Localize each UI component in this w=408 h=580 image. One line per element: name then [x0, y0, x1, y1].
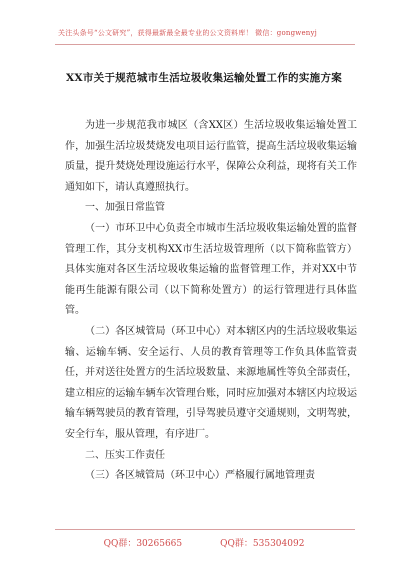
footer: [0, 536, 408, 549]
section-1-paragraph-1: （一）市环卫中心负责全市城市生活垃圾收集运输处置的监督管理工作，其分支机构XX市生活垃圾管理所（以下简称监管方）具体实施对各区生活垃圾收集运输的监督管理工作，并对XX中节能再生能源有限公司（以下简称处置方）的运行管理进行具体监管。: [65, 222, 357, 317]
footer-qq-group-1: QQ群：30265665: [103, 539, 183, 549]
section-heading-1: 一、加强日常监管: [85, 202, 165, 214]
intro-paragraph: 为进一步规范我市城区（含XX区）生活垃圾收集运输处置工作，加强生活垃圾焚烧发电项目运行监管，提高生活垃圾收集运输质量，提升焚烧处理设施运行水平，保障公众利益，现将有关工作通知如下，请认真遵照执行。: [65, 120, 357, 193]
section-2-paragraph-1: （三）各区城管局（环卫中心）严格履行属地管理责: [85, 470, 315, 482]
footer-qq-group-2: QQ群：535304092: [220, 539, 305, 549]
section-heading-2: 二、压实工作责任: [85, 449, 165, 461]
header-promo: 关注头条号“公文研究”，获得最新最全最专业的公文资料库！ 微信：gongwenyj: [58, 29, 318, 37]
document-body: [65, 116, 357, 487]
section-1-paragraph-2: （二）各区城管局（环卫中心）对本辖区内的生活垃圾收集运输、运输车辆、安全运行、人员的教育管理等工作负具体监管责任，并对送往处置方的生活垃圾数量、来源地属性等负全部责任，建立相应的运输车辆车次管理台账，同时应加强对本辖区内垃圾运输车辆驾驶员的教育管理，引导驾驶员遵守交通规则，文明驾驶，安全行车，服从管理，有序进厂。: [65, 325, 357, 440]
document-title: XX市关于规范城市生活垃圾收集运输处置工作的实施方案: [65, 72, 343, 84]
header-divider: [55, 44, 355, 45]
footer-divider: [55, 529, 355, 530]
